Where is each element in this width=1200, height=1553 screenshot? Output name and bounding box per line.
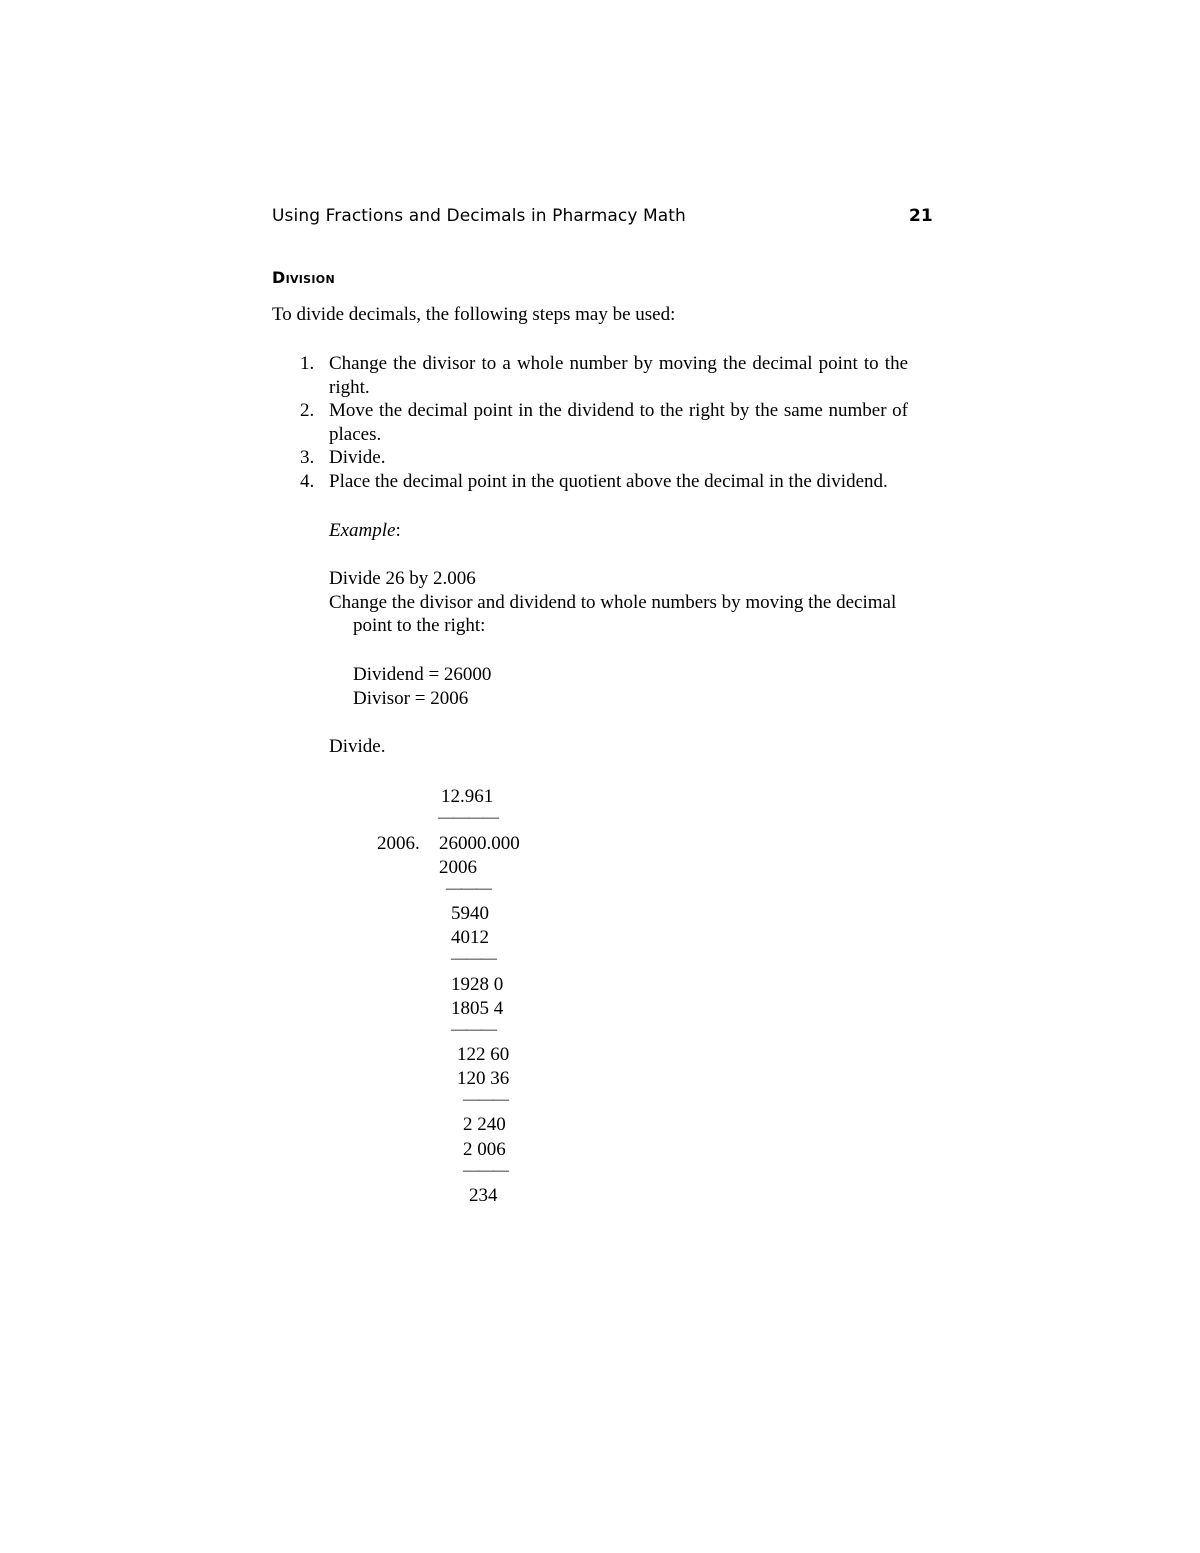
ld-divisor: 2006. <box>377 833 420 854</box>
step-text: Move the decimal point in the dividend to the right by the same number of places. <box>329 400 908 445</box>
ld-subtract: 2006 <box>439 857 477 878</box>
ld-bar: ——— <box>463 1091 508 1108</box>
step-number: 1. <box>300 353 315 374</box>
ld-remainder: 122 60 <box>457 1044 510 1065</box>
ld-remainder: 2 240 <box>463 1114 506 1135</box>
step-number: 3. <box>300 447 315 468</box>
ld-dividend: 26000.000 <box>439 833 520 854</box>
example-label-text: Example <box>329 520 396 541</box>
ld-bar: ——— <box>463 1162 508 1179</box>
step-number: 4. <box>300 470 315 492</box>
step-text: Change the divisor to a whole number by moving the decimal point to the right. <box>329 353 908 398</box>
ld-bar-quotient: ———— <box>438 809 498 826</box>
ld-quotient: 12.961 <box>441 786 494 807</box>
ld-remainder: 5940 <box>451 903 489 924</box>
ld-subtract: 2 006 <box>463 1139 506 1160</box>
ld-subtract: 120 36 <box>457 1068 510 1089</box>
example-label <box>329 519 401 543</box>
list-item <box>300 470 908 494</box>
ld-remainder: 1928 0 <box>451 974 504 995</box>
example-line-3: point to the right: <box>353 615 486 636</box>
step-number: 2. <box>300 400 315 421</box>
example-dividend: Dividend = 26000 <box>353 664 492 685</box>
list-item <box>300 352 908 399</box>
example-divide: Divide. <box>329 736 386 757</box>
ld-bar: ——— <box>446 880 491 897</box>
ld-remainder: 234 <box>469 1185 498 1206</box>
list-item <box>300 399 908 446</box>
step-text: Place the decimal point in the quotient above the decimal in the dividend. <box>329 470 888 492</box>
step-text: Divide. <box>329 447 386 468</box>
running-header-title: Using Fractions and Decimals in Pharmacy Math <box>272 206 686 226</box>
page-number: 21 <box>909 206 933 226</box>
ld-subtract: 4012 <box>451 927 489 948</box>
intro-text: To divide decimals, the following steps may be used: <box>272 304 676 325</box>
ld-bar: ——— <box>451 950 496 967</box>
list-item <box>300 446 908 470</box>
section-title: Division <box>272 268 335 287</box>
example-line-1: Divide 26 by 2.006 <box>329 568 476 589</box>
example-label-colon: : <box>395 520 401 541</box>
example-line-2: Change the divisor and dividend to whole numbers by moving the decimal <box>329 592 897 613</box>
ld-subtract: 1805 4 <box>451 998 504 1019</box>
steps-list <box>300 352 908 493</box>
example-divisor: Divisor = 2006 <box>353 688 469 709</box>
ld-bar: ——— <box>451 1021 496 1038</box>
